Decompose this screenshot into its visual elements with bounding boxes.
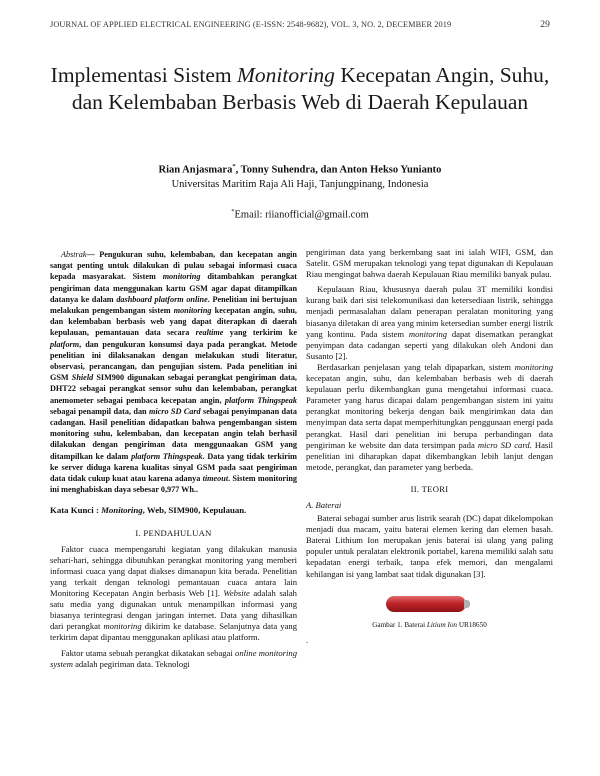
intro-paragraph-3: Kepulauan Riau, khususnya daerah pulau 3T memiliki kondisi kurang baik dari sisi telekomunikasi dan ketersediaan listrik, sehingga menjadi permasalahan dalam penerapan peralatan monitoring yang biasanya diletakan di area yang minim ketersedian sumber energi listrik yang kontinu. Pada sistem monitoring dapat disematkan perangkat penyimpan data cadangan seperti yang dilakukan oleh Andoni dan Susanto [2]. [306, 284, 553, 361]
affiliation: Universitas Maritim Raja Ali Haji, Tanjungpinang, Indonesia [171, 179, 429, 190]
abstract: Abstrak— Pengukuran suhu, kelembaban, dan kecepatan angin sangat penting untuk dilakukan di pulau sebagai informasi cuaca kepada masyarakat. Sistem monitoring ditambahkan perangkat pengiriman data menggunakan kartu GSM agar dapat ditampilkan datanya ke dalam dashboard platform online. Penelitian ini bertujuan melakukan pengembangan sistem monitoring kecepatan angin, suhu, dan kelembaban berbasis web yang dapat diterapkan di daerah kepulauan, pemantauan data secara realtime yang terkirim ke platform, dan pengukuran konsumsi daya pada perangkat. Metode penelitian ini dilaksanakan dengan melakukan studi literatur, observasi, perancangan, dan pengujian sistem. Pada penelitian ini GSM Shield SIM900 digunakan sebagai perangkat pengiriman data, DHT22 sebagai perangkat sensor suhu dan kelembaban, perangkat anemometer sebagai pembaca kecepatan angin, platform Thingspeak sebagai penampil data, dan micro SD Card sebagai penyimpanan data cadangan. Hasil penelitian didapatkan bahwa pengembangan sistem monitoring suhu, kelembaban, dan kecepatan angin telah berhasil dilakukan dengan pengiriman data menggunaakan GSM yang ditampilkan ke dalam platform Thingspeak. Data yang tidak terkirim ke server diduga karena kualitas sinyal GSM pada saat pengiriman data tidak cukup kuat atau karena adanya timeout. Sistem monitoring ini menghabiskan daya sebesar 0,977 Wh.. [50, 250, 298, 495]
intro-paragraph-1: Faktor cuaca mempengaruhi kegiatan yang dilakukan manusia sehari-hari, sehingga dibutuhkan perangkat monitoring yang memberi informasi cuaca yang dapat diakses dimanapun kita berada. Penelitian yang terkait dengan teknologi pemantauan cuaca antara lain Monitoring Kecepatan Angin berbasis Web [1]. Website adalah salah satu media yang digunakan untuk menampilkan informasi yang biasanya terintegrasi dengan jaringan internet. Data yang dihasilkan dari perangkat monitoring dikirim ke database. Selanjutnya data yang terkirim dapat dipantau menggunakan aplikasi atau platform. [50, 543, 297, 643]
intro-paragraph-4: Berdasarkan penjelasan yang telah dipaparkan, sistem monitoring kecepatan angin, suhu, dan kelembaban berbasis web di daerah kepulauan perlu dikembangkan guna mengetahui informasi cuaca. Parameter yang harus dicapai dalam pengembangan sistem ini yaitu perangkat monitoring bekerja dengan baik mengirimkan data dan menyimpan data serta dapat memperhitungkan penggunaan energi pada perangkat. Hasil dari penelitian ini berupa perbandingan data pengiriman ke website dan data tersimpan pada micro SD card. Hasil penelitian ini diharapkan dapat dikembangkan lebih lanjut dengan metode, perangkat, dan parameter yang berbeda. [306, 361, 553, 472]
figure-caption: Gambar 1. Baterai Litium Ion UR18650 [372, 620, 487, 629]
journal-name: JOURNAL OF APPLIED ELECTRICAL ENGINEERING (E-ISSN: 2548-9682), VOL. 3, NO. 2, DECEMBER 2019 [50, 20, 452, 29]
stray-dot: . [306, 635, 308, 645]
battery-image [386, 596, 466, 612]
email-mark: * [231, 208, 235, 215]
battery-terminal [464, 600, 470, 608]
baterai-paragraph: Baterai sebagai sumber arus listrik searah (DC) dapat dikelompokan menjadi dua macam, yaitu baterai elemen kering dan elemen basah. Baterai Lithium Ion merupakan jenis baterai isi ulang yang paling populer untuk peralatan elektronik portabel, karena memiliki salah satu kepadatan energi terbaik, tanpa efek memori, dan mengalami kehilangan isi yang lambat saat tidak digunakan [3]. [306, 513, 553, 579]
subsection-heading-baterai: A. Baterai [306, 499, 342, 510]
keywords-label: Kata Kunci : [50, 505, 102, 516]
right-column [306, 247, 553, 646]
coauthor-names: , Tonny Suhendra, dan Anton Hekso Yunianto [235, 164, 442, 176]
left-column [50, 249, 297, 670]
running-header [50, 20, 550, 29]
section-heading-teori: II. TEORI [410, 483, 449, 494]
paper-title [50, 62, 550, 116]
keywords: Kata Kunci : Monitoring, Web, SIM900, Kepulauan. [50, 505, 247, 516]
abstract-label: Abstrak [61, 250, 87, 259]
title-part: Kecepatan Angin, Suhu, dan Kelembaban Berbasis Web di Daerah Kepulauan [71, 63, 550, 114]
author-email [50, 208, 550, 221]
author-name: Rian Anjasmara [158, 164, 233, 176]
intro-paragraph-2: Faktor utama sebuah perangkat dikatakan sebagai online monitoring system adalah pegiriman data. Teknologi [50, 647, 298, 669]
author-list [50, 163, 550, 176]
page-number: 29 [540, 20, 550, 30]
intro-paragraph-continued: pengiriman data yang berkembang saat ini ialah WIFI, GSM, dan Satelit. GSM merupakan teknologi yang tepat digunakan di Kepulauan Riau mengingat bahwa daerah Kepulauan Riau memiliki banyak pulau. [306, 247, 553, 280]
section-heading-pendahuluan: I. PENDAHULUAN [135, 527, 212, 538]
title-part: Implementasi Sistem [50, 63, 237, 87]
battery-figure [306, 588, 553, 618]
email-text: Email: riianofficial@gmail.com [234, 209, 369, 221]
corresponding-mark: * [232, 163, 236, 170]
title-italic: Monitoring [236, 63, 335, 87]
